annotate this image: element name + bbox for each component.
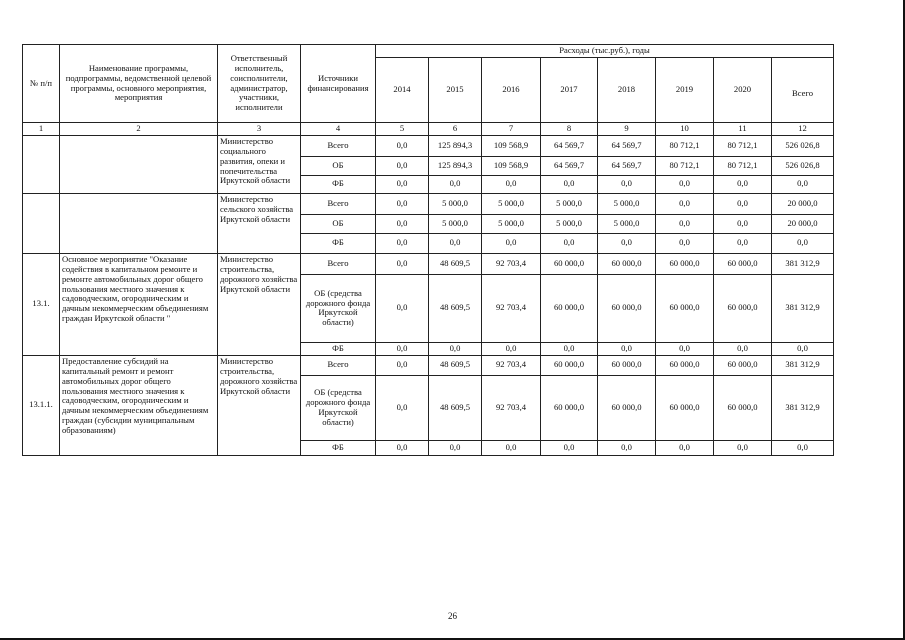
year-value: 60 000,0 [541,253,598,274]
year-value: 5 000,0 [482,214,541,233]
executor: Министерство строительства, дорожного хозяйства Иркутской области [218,355,301,455]
year-value: 0,0 [714,440,772,455]
year-value: 0,0 [482,233,541,253]
year-value: 60 000,0 [656,355,714,375]
year-value: 48 609,5 [429,355,482,375]
year-value: 0,0 [714,342,772,355]
funding-source: Всего [301,135,376,156]
table-row [23,193,834,214]
year-value: 60 000,0 [714,355,772,375]
total-value: 381 312,9 [772,253,834,274]
year-value: 48 609,5 [429,274,482,342]
year-value: 0,0 [714,175,772,193]
year-value: 5 000,0 [541,193,598,214]
total-value: 0,0 [772,342,834,355]
column-number: 2 [60,123,218,136]
year-value: 60 000,0 [541,274,598,342]
program-name: Основное мероприятие "Оказание содействия в капитальном ремонте и ремонте автомобильных дорог общего пользования местного значения к садоводческим, огородническим и дачным некоммерческим объединениям граждан Иркутской области " [60,253,218,355]
year-value: 0,0 [376,193,429,214]
year-value: 80 712,1 [656,156,714,175]
funding-source: ОБ (средства дорожного фонда Иркутской области) [301,274,376,342]
year-value: 60 000,0 [656,253,714,274]
year-value: 5 000,0 [429,193,482,214]
header-executor: Ответственный исполнитель, соисполнители, администратор, участники, исполнители [218,45,301,123]
year-value: 92 703,4 [482,253,541,274]
executor: Министерство строительства, дорожного хозяйства Иркутской области [218,253,301,355]
year-value: 0,0 [376,214,429,233]
page-number: 26 [448,611,457,621]
year-value: 48 609,5 [429,375,482,440]
year-value: 0,0 [541,175,598,193]
year-value: 0,0 [598,175,656,193]
year-value: 60 000,0 [656,375,714,440]
year-value: 64 569,7 [598,135,656,156]
header-no: № п/п [23,45,60,123]
total-value: 20 000,0 [772,193,834,214]
funding-source: ОБ (средства дорожного фонда Иркутской области) [301,375,376,440]
row-number [23,135,60,193]
header-year: 2015 [429,58,482,123]
year-value: 0,0 [714,193,772,214]
year-value: 5 000,0 [482,193,541,214]
year-value: 0,0 [482,175,541,193]
year-value: 92 703,4 [482,274,541,342]
header-year: 2014 [376,58,429,123]
column-number-row [23,123,834,136]
total-value: 0,0 [772,233,834,253]
funding-source: Всего [301,355,376,375]
funding-source: ФБ [301,233,376,253]
funding-source: ОБ [301,156,376,175]
row-number [23,193,60,253]
header-source: Источники финансирования [301,45,376,123]
year-value: 109 568,9 [482,156,541,175]
total-value: 381 312,9 [772,274,834,342]
year-value: 0,0 [482,342,541,355]
year-value: 0,0 [656,193,714,214]
header-name: Наименование программы, подпрограммы, ведомственной целевой программы, основного мероприятия, мероприятия [60,45,218,123]
year-value: 80 712,1 [714,156,772,175]
year-value: 0,0 [598,233,656,253]
year-value: 5 000,0 [429,214,482,233]
column-number: 3 [218,123,301,136]
column-number: 11 [714,123,772,136]
column-number: 8 [541,123,598,136]
header-expenses: Расходы (тыс.руб.), годы [376,45,834,58]
year-value: 5 000,0 [598,214,656,233]
year-value: 48 609,5 [429,253,482,274]
year-value: 80 712,1 [714,135,772,156]
year-value: 0,0 [541,233,598,253]
column-number: 10 [656,123,714,136]
column-number: 6 [429,123,482,136]
total-value: 526 026,8 [772,135,834,156]
header-year: 2020 [714,58,772,123]
table-row [23,355,834,375]
year-value: 109 568,9 [482,135,541,156]
column-number: 12 [772,123,834,136]
year-value: 80 712,1 [656,135,714,156]
year-value: 60 000,0 [714,274,772,342]
column-number: 1 [23,123,60,136]
year-value: 64 569,7 [541,135,598,156]
executor: Министерство сельского хозяйства Иркутской области [218,193,301,253]
year-value: 0,0 [376,156,429,175]
year-value: 0,0 [376,440,429,455]
year-value: 5 000,0 [598,193,656,214]
total-value: 381 312,9 [772,375,834,440]
year-value: 0,0 [656,175,714,193]
year-value: 0,0 [376,135,429,156]
table-row [23,135,834,156]
total-value: 20 000,0 [772,214,834,233]
total-value: 0,0 [772,175,834,193]
year-value: 60 000,0 [598,274,656,342]
year-value: 0,0 [656,214,714,233]
header-year: 2019 [656,58,714,123]
year-value: 64 569,7 [598,156,656,175]
year-value: 60 000,0 [598,253,656,274]
year-value: 60 000,0 [598,355,656,375]
year-value: 0,0 [656,233,714,253]
year-value: 0,0 [541,342,598,355]
year-value: 0,0 [376,274,429,342]
year-value: 0,0 [429,440,482,455]
program-name [60,135,218,193]
header-total: Всего [772,58,834,123]
table-row [23,253,834,274]
year-value: 92 703,4 [482,375,541,440]
funding-source: Всего [301,253,376,274]
year-value: 0,0 [376,375,429,440]
row-number: 13.1.1. [23,355,60,455]
year-value: 60 000,0 [714,375,772,440]
year-value: 0,0 [656,342,714,355]
year-value: 125 894,3 [429,135,482,156]
total-value: 526 026,8 [772,156,834,175]
year-value: 92 703,4 [482,355,541,375]
program-name: Предоставление субсидий на капитальный ремонт и ремонт автомобильных дорог общего пользования местного значения к садоводческим, огородническим и дачным некоммерческим объединениям граждан (субсидии муниципальным образованиям) [60,355,218,455]
year-value: 0,0 [429,175,482,193]
year-value: 0,0 [376,342,429,355]
year-value: 125 894,3 [429,156,482,175]
year-value: 0,0 [429,233,482,253]
column-number: 4 [301,123,376,136]
funding-source: Всего [301,193,376,214]
year-value: 0,0 [714,214,772,233]
year-value: 0,0 [376,175,429,193]
program-name [60,193,218,253]
year-value: 60 000,0 [541,355,598,375]
year-value: 60 000,0 [656,274,714,342]
year-value: 5 000,0 [541,214,598,233]
total-value: 0,0 [772,440,834,455]
funding-source: ФБ [301,342,376,355]
column-number: 7 [482,123,541,136]
year-value: 0,0 [376,253,429,274]
funding-source: ФБ [301,175,376,193]
year-value: 64 569,7 [541,156,598,175]
year-value: 60 000,0 [541,375,598,440]
header-year: 2017 [541,58,598,123]
expenses-table [22,44,834,456]
year-value: 0,0 [541,440,598,455]
table-body [23,135,834,455]
year-value: 60 000,0 [714,253,772,274]
year-value: 0,0 [656,440,714,455]
funding-source: ФБ [301,440,376,455]
year-value: 60 000,0 [598,375,656,440]
total-value: 381 312,9 [772,355,834,375]
year-value: 0,0 [598,342,656,355]
row-number: 13.1. [23,253,60,355]
year-value: 0,0 [714,233,772,253]
year-value: 0,0 [376,233,429,253]
funding-source: ОБ [301,214,376,233]
header-year: 2018 [598,58,656,123]
header-year: 2016 [482,58,541,123]
year-value: 0,0 [598,440,656,455]
executor: Министерство социального развития, опеки и попечительства Иркутской области [218,135,301,193]
column-number: 5 [376,123,429,136]
year-value: 0,0 [429,342,482,355]
column-number: 9 [598,123,656,136]
year-value: 0,0 [482,440,541,455]
year-value: 0,0 [376,355,429,375]
